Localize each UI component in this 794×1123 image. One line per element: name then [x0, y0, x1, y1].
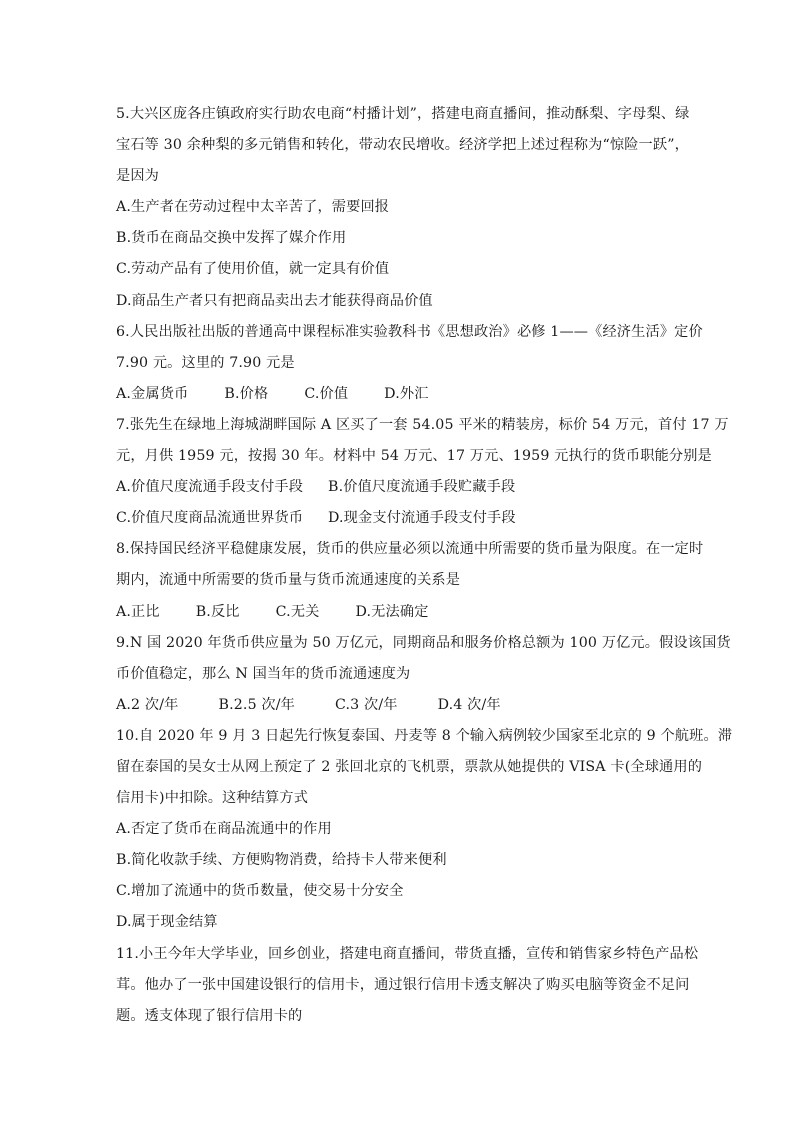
answer-option-a: A.2 次/年 [116, 696, 179, 713]
answer-option-d: D.外汇 [384, 385, 429, 402]
question-stem-line: 是因为 [116, 168, 160, 185]
answer-option-a: A.生产者在劳动过程中太辛苦了，需要回报 [116, 199, 390, 216]
question-8 [116, 534, 704, 627]
answer-option-a: A.价值尺度流通手段支付手段 [116, 479, 304, 496]
answer-option-a: A.金属货币 [116, 385, 189, 402]
answer-options-row [116, 379, 698, 410]
answer-option-c: C.3 次/年 [335, 696, 398, 713]
question-stem-line: 期内，流通中所需要的货币量与货币流通速度的关系是 [116, 572, 461, 589]
question-stem-line: 宝石等 30 余种梨的多元销售和转化，带动农民增收。经济学把上述过程称为“惊险一跃”， [116, 137, 689, 154]
question-stem-line: 信用卡)中扣除。这种结算方式 [116, 790, 309, 807]
answer-option-b: B.2.5 次/年 [218, 696, 296, 713]
answer-option-b: B.货币在商品交换中发挥了媒介作用 [116, 230, 347, 247]
question-9 [116, 628, 731, 721]
question-stem-line: 题。透支体现了银行信用卡的 [116, 1007, 303, 1024]
answer-option-b: B.价值尺度流通手段贮藏手段 [328, 479, 516, 496]
answer-options-row [116, 597, 698, 628]
question-stem-line: 6.人民出版社出版的普通高中课程标准实验教科书《思想政治》必修 1——《经济生活》定价 [116, 323, 703, 340]
answer-options-row [116, 503, 698, 534]
answer-option-c: C.价值 [304, 385, 349, 402]
answer-option-d: D.属于现金结算 [116, 914, 218, 931]
answer-option-a: A.正比 [116, 603, 160, 620]
question-11 [116, 939, 698, 1032]
question-10 [116, 721, 733, 939]
question-stem-line: 9.N 国 2020 年货币供应量为 50 万亿元，同期商品和服务价格总额为 100 万亿元。假设该国货 [116, 634, 731, 651]
answer-option-a: A.否定了货币在商品流通中的作用 [116, 821, 332, 838]
question-5 [116, 99, 698, 317]
question-stem-line: 留在泰国的吴女士从网上预定了 2 张回北京的飞机票，票款从她提供的 VISA 卡(全球通用的 [116, 758, 703, 775]
question-6 [116, 317, 703, 410]
answer-option-c: C.价值尺度商品流通世界货币 [116, 510, 304, 527]
question-stem-line: 茸。他办了一张中国建设银行的信用卡，通过银行信用卡透支解决了购买电脑等资金不足问 [116, 976, 690, 993]
answer-option-b: B.反比 [195, 603, 240, 620]
question-stem-line: 8.保持国民经济平稳健康发展，货币的供应量必须以流通中所需要的货币量为限度。在一定时 [116, 541, 704, 558]
question-stem-line: 元，月供 1959 元，按揭 30 年。材料中 54 万元、17 万元、1959 元执行的货币职能分别是 [116, 448, 712, 465]
answer-option-d: D.商品生产者只有把商品卖出去才能获得商品价值 [116, 292, 433, 309]
answer-option-c: C.劳动产品有了使用价值，就一定具有价值 [116, 261, 390, 278]
question-stem-line: 币价值稳定，那么 N 国当年的货币流通速度为 [116, 665, 411, 682]
question-stem-line: 7.张先生在绿地上海城湖畔国际 A 区买了一套 54.05 平米的精装房，标价 54 万元，首付 17 万 [116, 416, 729, 433]
question-7 [116, 410, 729, 534]
answer-option-c: C.增加了流通中的货币数量，使交易十分安全 [116, 883, 404, 900]
question-stem-line: 10.自 2020 年 9 月 3 日起先行恢复泰国、丹麦等 8 个输入病例较少国家至北京的 9 个航班。滞 [116, 727, 733, 744]
answer-options-row [116, 690, 698, 721]
answer-options-row [116, 472, 698, 503]
answer-option-b: B.价格 [224, 385, 269, 402]
answer-option-b: B.简化收款手续、方便购物消费，给持卡人带来便利 [116, 852, 447, 869]
question-stem-line: 11.小王今年大学毕业，回乡创业，搭建电商直播间，带货直播，宣传和销售家乡特色产品松 [116, 945, 699, 962]
question-stem-line: 7.90 元。这里的 7.90 元是 [116, 354, 295, 371]
answer-option-d: D.无法确定 [355, 603, 429, 620]
answer-option-d: D.4 次/年 [437, 696, 501, 713]
answer-option-d: D.现金支付流通手段支付手段 [328, 510, 516, 527]
question-stem-line: 5.大兴区庞各庄镇政府实行助农电商“村播计划”，搭建电商直播间，推动酥梨、字母梨、绿 [116, 106, 690, 122]
answer-option-c: C.无关 [275, 603, 320, 620]
